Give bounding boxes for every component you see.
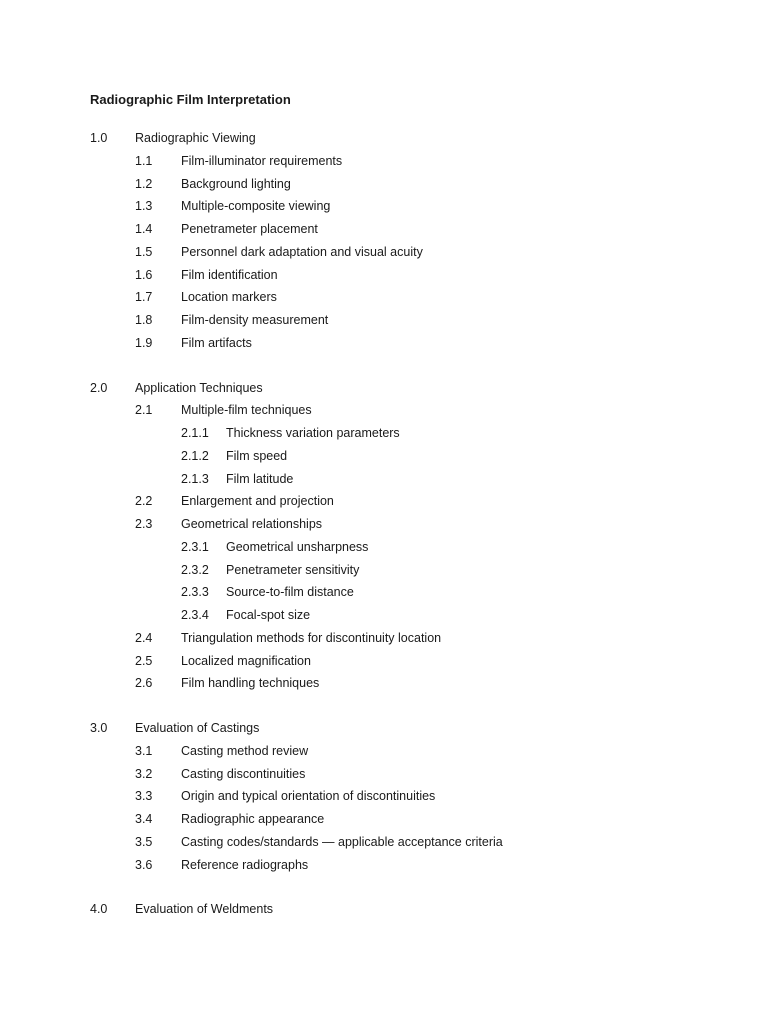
- outline-subitem-text: Geometrical unsharpness: [226, 539, 369, 554]
- outline-subitem-text: Thickness variation parameters: [226, 426, 400, 440]
- outline-item: [90, 152, 730, 175]
- outline-subitem-number: 2.3.2: [181, 562, 209, 577]
- outline-item-text: Casting method review: [181, 743, 309, 758]
- outline-item-number: 1.2: [135, 176, 153, 191]
- outline-item: [90, 787, 730, 810]
- outline-item-text: Reference radiographs: [181, 857, 309, 872]
- outline-item-number: 3.4: [135, 812, 153, 826]
- outline-item-text: Radiographic appearance: [181, 812, 325, 826]
- outline-item-text: Triangulation methods for discontinuity location: [181, 630, 442, 645]
- outline-section: [90, 900, 730, 923]
- outline-subitem-number: 2.1.3: [181, 471, 209, 486]
- outline-item: [90, 856, 730, 879]
- outline-item-number: 1.7: [135, 290, 153, 305]
- outline-subitem-number: 2.3.3: [181, 585, 209, 600]
- outline-item-text: Film-density measurement: [181, 313, 329, 327]
- outline-item-text: Penetrameter placement: [181, 222, 318, 236]
- outline-item-number: 1.5: [135, 244, 153, 259]
- outline-item-number: 1.8: [135, 313, 153, 327]
- outline-item: [90, 220, 730, 243]
- section-heading-text: Evaluation of Weldments: [135, 902, 274, 917]
- section-heading-text: Application Techniques: [135, 380, 263, 395]
- outline-item: [90, 765, 730, 788]
- outline-item-number: 1.9: [135, 335, 153, 350]
- outline-item-text: Casting codes/standards — applicable acceptance criteria: [181, 834, 503, 849]
- outline-item: [90, 197, 730, 220]
- outline-section: [90, 379, 730, 698]
- outline-item-text: Localized magnification: [181, 653, 311, 668]
- outline-item-number: 2.2: [135, 494, 153, 509]
- outline-item-number: 2.1: [135, 403, 153, 418]
- outline-subitem: [90, 470, 730, 493]
- outline-item-number: 2.6: [135, 676, 153, 691]
- outline-item: [90, 674, 730, 697]
- section-heading-number: 4.0: [90, 902, 108, 917]
- outline-item-text: Multiple-film techniques: [181, 403, 312, 418]
- outline-item-text: Location markers: [181, 290, 277, 305]
- section-heading: [90, 719, 730, 742]
- outline-subitem-number: 2.3.4: [181, 608, 209, 622]
- outline-item-number: 2.3: [135, 517, 153, 531]
- outline-subitem: [90, 583, 730, 606]
- section-heading-number: 3.0: [90, 721, 108, 735]
- outline-item: [90, 243, 730, 266]
- outline-item-number: 3.1: [135, 743, 153, 758]
- outline-subitem: [90, 538, 730, 561]
- outline-item-text: Film identification: [181, 267, 278, 282]
- outline-item: [90, 515, 730, 538]
- outline-subitem-number: 2.1.2: [181, 448, 209, 463]
- outline-subitem-text: Source-to-film distance: [226, 585, 354, 600]
- outline-item-number: 1.4: [135, 222, 153, 236]
- outline-subitem: [90, 606, 730, 629]
- outline-subitem-text: Film latitude: [226, 471, 294, 486]
- outline-item: [90, 629, 730, 652]
- outline-item-text: Personnel dark adaptation and visual acuity: [181, 244, 423, 259]
- outline-item-number: 1.6: [135, 267, 153, 282]
- section-heading-number: 2.0: [90, 380, 108, 395]
- outline-item-text: Geometrical relationships: [181, 517, 323, 531]
- section-heading: [90, 900, 730, 923]
- outline-subitem: [90, 424, 730, 447]
- outline-subitem-text: Focal-spot size: [226, 608, 311, 622]
- section-heading-number: 1.0: [90, 131, 108, 145]
- outline: [90, 129, 730, 945]
- outline-item-number: 3.6: [135, 857, 153, 872]
- outline-section: [90, 129, 730, 357]
- section-heading: [90, 379, 730, 402]
- section-heading: [90, 129, 730, 152]
- outline-item: [90, 288, 730, 311]
- outline-item: [90, 652, 730, 675]
- outline-item-number: 3.2: [135, 766, 153, 781]
- outline-item: [90, 334, 730, 357]
- outline-item-number: 3.3: [135, 789, 153, 804]
- outline-item: [90, 311, 730, 334]
- outline-item-text: Origin and typical orientation of discontinuities: [181, 789, 436, 804]
- outline-item: [90, 833, 730, 856]
- outline-item-text: Multiple-composite viewing: [181, 199, 331, 214]
- outline-subitem-text: Penetrameter sensitivity: [226, 562, 360, 577]
- outline-item: [90, 266, 730, 289]
- outline-item: [90, 175, 730, 198]
- outline-subitem-text: Film speed: [226, 448, 288, 463]
- document-title: Radiographic Film Interpretation: [90, 92, 291, 107]
- outline-item: [90, 401, 730, 424]
- outline-subitem: [90, 447, 730, 470]
- outline-item: [90, 810, 730, 833]
- outline-subitem-number: 2.1.1: [181, 426, 209, 440]
- outline-subitem-number: 2.3.1: [181, 539, 209, 554]
- outline-item-text: Film-illuminator requirements: [181, 153, 343, 168]
- outline-item-text: Film artifacts: [181, 335, 252, 350]
- outline-section: [90, 719, 730, 878]
- outline-item-number: 1.1: [135, 153, 153, 168]
- outline-item-number: 1.3: [135, 199, 153, 214]
- section-heading-text: Radiographic Viewing: [135, 131, 256, 145]
- section-heading-text: Evaluation of Castings: [135, 721, 260, 735]
- outline-item: [90, 492, 730, 515]
- outline-item-number: 2.5: [135, 653, 153, 668]
- outline-item-number: 3.5: [135, 834, 153, 849]
- outline-item-text: Film handling techniques: [181, 676, 320, 691]
- outline-item-number: 2.4: [135, 630, 153, 645]
- outline-item-text: Enlargement and projection: [181, 494, 334, 509]
- outline-item: [90, 742, 730, 765]
- outline-subitem: [90, 561, 730, 584]
- outline-item-text: Background lighting: [181, 176, 291, 191]
- outline-item-text: Casting discontinuities: [181, 766, 306, 781]
